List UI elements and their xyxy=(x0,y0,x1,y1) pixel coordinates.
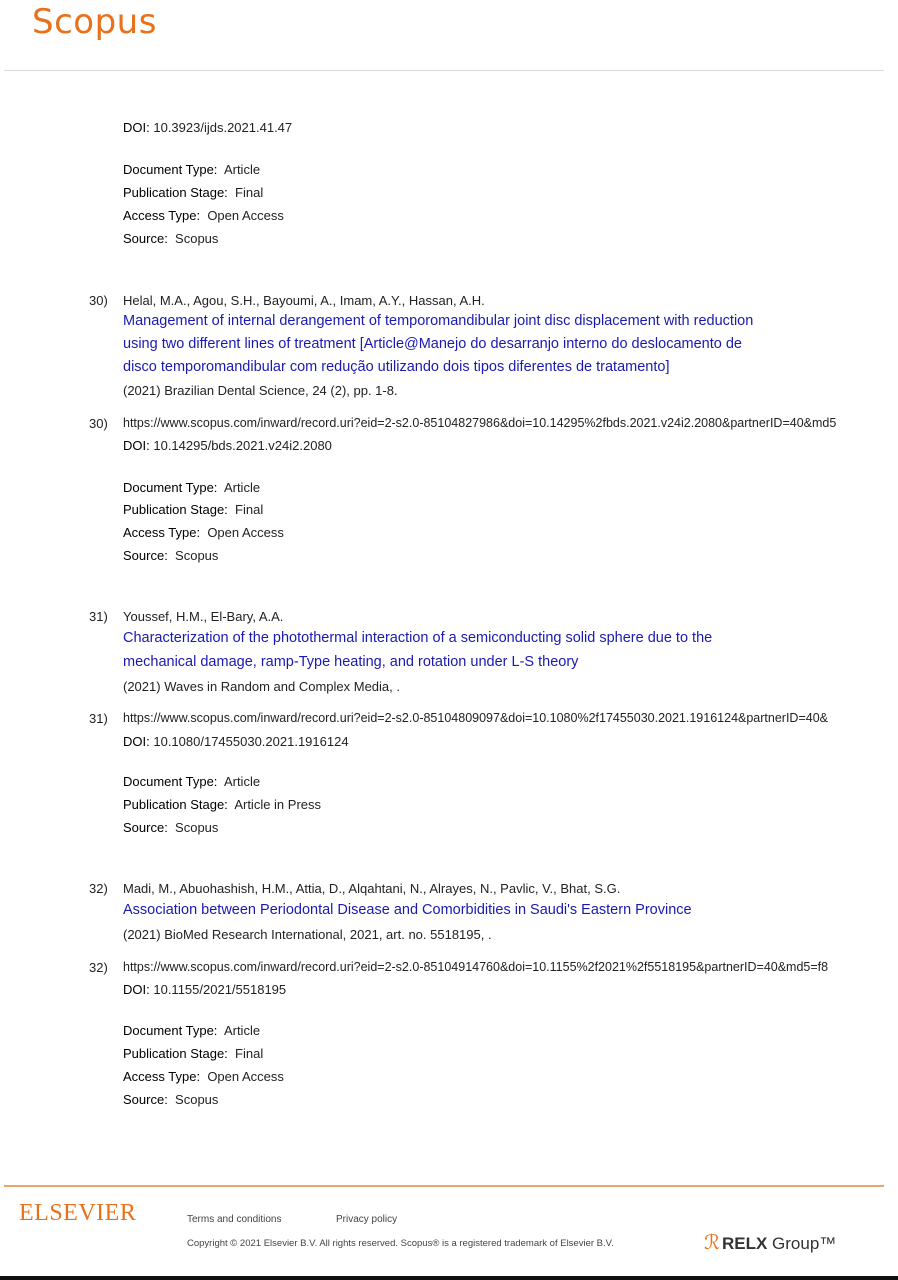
doi-line: DOI: 10.1080/17455030.2021.1916124 xyxy=(123,734,349,749)
publication-stage-line: Publication Stage: Final xyxy=(123,185,264,200)
document-title-link[interactable]: Management of internal derangement of temporomandibular joint disc displacement with reduction xyxy=(123,313,754,329)
elsevier-logo: ELSEVIER xyxy=(19,1200,137,1226)
source-line: Source: Scopus xyxy=(123,231,219,246)
document-title-link[interactable]: disco temporomandibular com redução utilizando dois tipos diferentes de tratamento] xyxy=(123,359,670,375)
header-divider xyxy=(4,70,884,71)
document-title-link[interactable]: Association between Periodontal Disease and Comorbidities in Saudi's Eastern Province xyxy=(123,902,692,918)
url-number: 32) xyxy=(89,960,108,975)
document-type-line: Document Type: Article xyxy=(123,162,261,177)
relx-mark-icon: ℛ xyxy=(704,1232,720,1254)
url-number: 30) xyxy=(89,416,108,431)
scopus-logo: Scopus xyxy=(32,2,157,42)
record-url-link[interactable]: https://www.scopus.com/inward/record.uri?eid=2-s2.0-85104914760&doi=10.1155%2f2021%2f5518195&partnerID=40&md5=f8 xyxy=(123,960,829,974)
doi-line: DOI: 10.3923/ijds.2021.41.47 xyxy=(123,120,293,135)
citation: (2021) Waves in Random and Complex Media, . xyxy=(123,679,400,694)
authors: Youssef, H.M., El-Bary, A.A. xyxy=(123,609,284,624)
authors: Madi, M., Abuohashish, H.M., Attia, D., Alqahtani, N., Alrayes, N., Pavlic, V., Bhat, S.G. xyxy=(123,881,621,896)
entry-number: 32) xyxy=(89,881,108,896)
copyright-text: Copyright © 2021 Elsevier B.V. All rights reserved. Scopus® is a registered trademark of Elsevier B.V. xyxy=(187,1238,614,1249)
entry-number: 30) xyxy=(89,293,108,308)
url-number: 31) xyxy=(89,711,108,726)
bottom-edge-bar xyxy=(0,1276,898,1280)
document-type-line: Document Type: Article xyxy=(123,1023,261,1038)
document-type-line: Document Type: Article xyxy=(123,774,261,789)
authors: Helal, M.A., Agou, S.H., Bayoumi, A., Imam, A.Y., Hassan, A.H. xyxy=(123,293,485,308)
document-title-link[interactable]: Characterization of the photothermal interaction of a semiconducting solid sphere due to the xyxy=(123,630,713,646)
publication-stage-line: Publication Stage: Final xyxy=(123,1046,264,1061)
access-type-line: Access Type: Open Access xyxy=(123,208,284,223)
access-type-line: Access Type: Open Access xyxy=(123,525,284,540)
citation: (2021) Brazilian Dental Science, 24 (2), pp. 1-8. xyxy=(123,383,398,398)
source-line: Source: Scopus xyxy=(123,1092,219,1107)
document-title-link[interactable]: using two different lines of treatment [Article@Manejo do desarranjo interno do deslocamento de xyxy=(123,336,742,352)
citation: (2021) BioMed Research International, 2021, art. no. 5518195, . xyxy=(123,927,492,942)
access-type-line: Access Type: Open Access xyxy=(123,1069,284,1084)
doi-line: DOI: 10.1155/2021/5518195 xyxy=(123,982,287,997)
publication-stage-line: Publication Stage: Article in Press xyxy=(123,797,322,812)
source-line: Source: Scopus xyxy=(123,548,219,563)
privacy-link[interactable]: Privacy policy xyxy=(336,1214,398,1225)
relx-logo: ℛ RELX Group™ xyxy=(704,1232,837,1254)
doi-line: DOI: 10.14295/bds.2021.v24i2.2080 xyxy=(123,438,332,453)
publication-stage-line: Publication Stage: Final xyxy=(123,502,264,517)
record-url-link[interactable]: https://www.scopus.com/inward/record.uri?eid=2-s2.0-85104809097&doi=10.1080%2f17455030.2021.1916124&partnerID=40& xyxy=(123,711,829,725)
document-type-line: Document Type: Article xyxy=(123,480,261,495)
terms-link[interactable]: Terms and conditions xyxy=(187,1214,282,1225)
entry-number: 31) xyxy=(89,609,108,624)
source-line: Source: Scopus xyxy=(123,820,219,835)
record-url-link[interactable]: https://www.scopus.com/inward/record.uri?eid=2-s2.0-85104827986&doi=10.14295%2fbds.2021.v24i2.2080&partnerID=40&md5 xyxy=(123,416,837,430)
document-title-link[interactable]: mechanical damage, ramp-Type heating, and rotation under L-S theory xyxy=(123,654,579,670)
doi-value: 10.3923/ijds.2021.41.47 xyxy=(153,120,293,135)
footer-divider xyxy=(4,1185,884,1187)
